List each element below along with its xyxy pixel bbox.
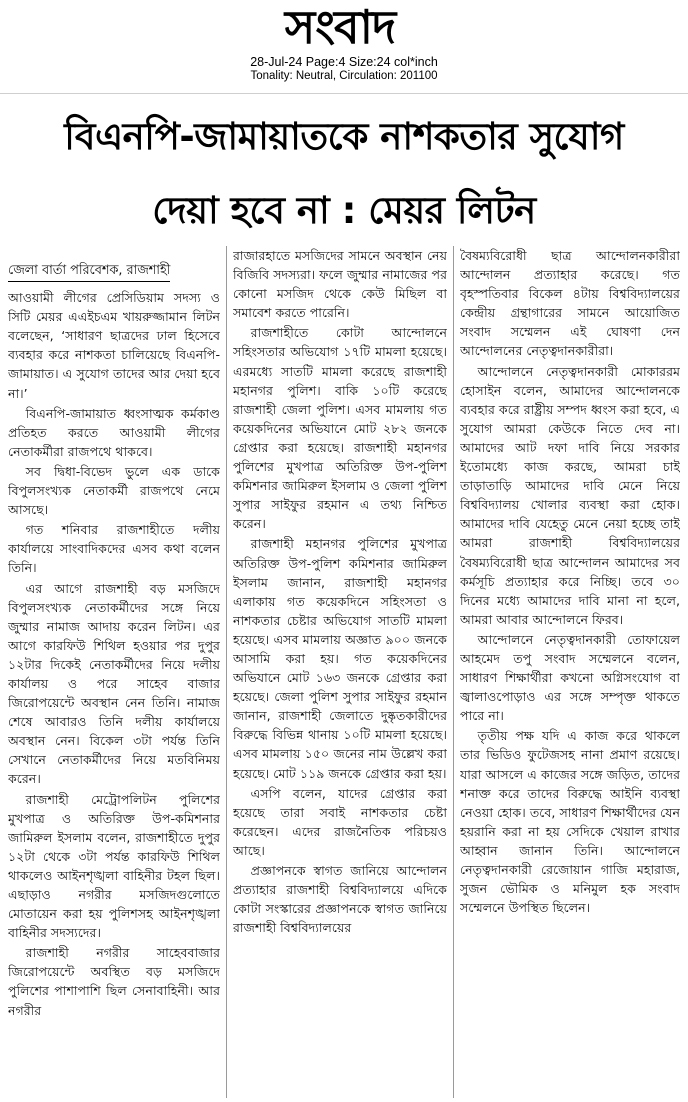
article-column-2 xyxy=(233,246,447,1098)
masthead xyxy=(0,0,688,96)
paragraph: আওয়ামী লীগের প্রেসিডিয়াম সদস্য ও সিটি মেয়র এএইচএম খায়রুজ্জামান লিটন বলেছেন, ‘সাধারণ ছাত্রদের ঢাল হিসেবে ব্যবহার করে নাশকতা চালিয়েছে বিএনপি-জামায়াত। এ সুযোগ তাদের আর দেয়া হবে না।’ xyxy=(8,290,220,401)
paragraph: গত শনিবার রাজশাহীতে দলীয় কার্যালয়ে সাংবাদিকদের এসব কথা বলেন তিনি। xyxy=(8,522,220,576)
paragraph: রাজারহাতে মসজিদের সামনে অবস্থান নেয় বিজিবি সদস্যরা। ফলে জুম্মার নামাজের পর কোনো মসজিদ থেকে কেউ মিছিল বা সমাবেশ করতে পারেনি। xyxy=(233,248,447,321)
headline-line-1: বিএনপি-জামায়াতকে নাশকতার সুযোগ xyxy=(64,115,624,158)
article-headline xyxy=(8,100,680,248)
paragraph: রাজশাহীতে কোটা আন্দোলনে সহিংসতার অভিযোগ ১৭টি মামলা হয়েছে। এরমধ্যে সাতটি মামলা করেছে রাজশাহী মহানগর পুলিশ। বাকি ১০টি করেছে রাজশাহী জেলা পুলিশ। এসব মামলায় গত কয়েকদিনের অভিযানে মোট ২৮২ জনকে গ্রেপ্তার করা হয়েছে। রাজশাহী মহানগর পুলিশের মুখপাত্র অতিরিক্ত উপ-পুলিশ কমিশনার জামিরুল ইসলাম ও জেলা পুলিশ সুপার সাইফুর রহমান এ তথ্য নিশ্চিত করেন। xyxy=(233,325,447,532)
article-column-1 xyxy=(8,260,220,1098)
paragraph: আন্দোলনে নেতৃত্বদানকারী তোফায়েল আহমেদ তপু সংবাদ সম্মেলনে বলেন, সাধারণ শিক্ষার্থীরা কখনো অগ্নিসংযোগ বা জ্বালাওপোড়াও এর সঙ্গে সম্পৃক্ত থাকতে পারে না। xyxy=(460,631,680,724)
paragraph: বিএনপি-জামায়াত ধ্বংসাত্মক কর্মকাণ্ড প্রতিহত করতে আওয়ামী লীগের নেতাকর্মীরা রাজপথে থাকবে। xyxy=(8,405,220,459)
clipping-meta-tonality: Tonality: Neutral, Circulation: 201100 xyxy=(250,70,438,82)
paragraph: রাজশাহী মেট্রোপলিটন পুলিশের মুখপাত্র ও অতিরিক্ত উপ-কমিশনার জামিরুল ইসলাম বলেন, রাজশাহীতে দুপুর ১২টা থেকে ৩টা পর্যন্ত কারফিউ শিথিল থাকলেও আইনশৃঙ্খলা বাহিনীর টহল ছিল। এছাড়াও নগরীর মসজিদগুলোতে মোতায়েন করা হয় পুলিশসহ আইনশৃঙ্খলা বাহিনীর সদস্যদের। xyxy=(8,791,220,941)
newspaper-logo: সংবাদ xyxy=(284,0,396,54)
paragraph: প্রজ্ঞাপনকে স্বাগত জানিয়ে আন্দোলন প্রত্যাহার রাজশাহী বিশ্ববিদ্যালয়ে এদিকে কোটা সংস্কারের প্রজ্ঞাপনকে স্বাগত জানিয়ে রাজশাহী বিশ্ববিদ্যালয়ের xyxy=(233,863,447,936)
paragraph: তৃতীয় পক্ষ যদি এ কাজ করে থাকলে তার ভিডিও ফুটেজসহ নানা প্রমাণ রয়েছে। যারা আসলে এ কাজের সঙ্গে জড়িত, তাদের শনাক্ত করে তাদের বিরুদ্ধে আইনি ব্যবস্থা নেওয়া হোক। তবে, সাধারণ শিক্ষার্থীদের যেন হয়রানি করা না হয় সেদিকে খেয়াল রাখার আহ্বান জানান তিনি। আন্দোলনে নেতৃত্বদানকারী রেজোয়ান গাজি মহারাজ, সুজন ভৌমিক ও মনিমুল হক সংবাদ সম্মেলনে উপস্থিত ছিলেন। xyxy=(460,728,680,916)
dateline: জেলা বার্তা পরিবেশক, রাজশাহী xyxy=(8,261,170,282)
paragraph: বৈষম্যবিরোধী ছাত্র আন্দোলনকারীরা আন্দোলন প্রত্যাহার করেছে। গত বৃহস্পতিবার বিকেল ৪টায় বিশ্ববিদ্যালয়ের কেন্দ্রীয় গ্রন্থাগারের সামনে আয়োজিত সংবাদ সম্মেলন এই ঘোষণা দেন আন্দোলনের নেতৃত্বদানকারীরা। xyxy=(460,248,680,359)
column-divider xyxy=(453,246,454,1098)
clipping-meta-date-page: 28-Jul-24 Page:4 Size:24 col*inch xyxy=(250,55,438,69)
paragraph: আন্দোলনে নেতৃত্বদানকারী মোকাররম হোসাইন বলেন, আমাদের আন্দোলনকে ব্যবহার করে রাষ্ট্রীয় সম্পদ ধ্বংস করা হবে, এ সুযোগ আমরা কেউকে নিতে দেব না। আমাদের আট দফা দাবি নিয়ে সরকার ইতোমধ্যে কাজ করছে, আমরা চাই তাড়াতাড়ি আমাদের দাবি মেনে নিয়ে বিশ্ববিদ্যালয় খোলার ব্যবস্থা করা হোক। আমাদের দাবি যেহেতু মেনে নেয়া হচ্ছে তাই আমরা রাজশাহী বিশ্ববিদ্যালয়ের বৈষম্যবিরোধী ছাত্র আন্দোলন আমাদের সব কর্মসূচি প্রত্যাহার করে নিচ্ছি। তবে ৩০ দিনের মধ্যে আমাদের দাবি মানা না হলে, আমরা আবার আন্দোলনে ফিরব। xyxy=(460,363,680,627)
column-divider xyxy=(226,246,227,1098)
paragraph: রাজশাহী মহানগর পুলিশের মুখপাত্র অতিরিক্ত উপ-পুলিশ কমিশনার জামিরুল ইসলাম জানান, রাজশাহী মহানগর এলাকায় গত কয়েকদিনে সহিংসতা ও নাশকতার চেষ্টার অভিযোগ সাতটি মামলা হয়েছে। এসব মামলায় অজ্ঞাত ৯০০ জনকে আসামি করা হয়। গত কয়েকদিনের অভিযানে মোট ১৬৩ জনকে গ্রেপ্তার করা হয়েছে। জেলা পুলিশ সুপার সাইফুর রহমান জানান, রাজশাহী জেলাতে দুষ্কৃতকারীদের বিরুদ্ধে বিভিন্ন থানায় ১০টি মামলা হয়েছে। এসব মামলায় ১৫০ জনের নাম উল্লেখ করা হয়েছে। মোট ১১৯ জনকে গ্রেপ্তার করা হয়। xyxy=(233,536,447,781)
paragraph: রাজশাহী নগরীর সাহেববাজার জিরোপয়েন্টে অবস্থিত বড় মসজিদে পুলিশের পাশাপাশি ছিল সেনাবাহিনী। আর নগরীর xyxy=(8,945,220,1018)
masthead-divider xyxy=(0,93,688,94)
paragraph: এসপি বলেন, যাদের গ্রেপ্তার করা হয়েছে তারা সবাই নাশকতার চেষ্টা করেছেন। এদের রাজনৈতিক পরিচয়ও আছে। xyxy=(233,785,447,858)
paragraph: সব দ্বিধা-বিভেদ ভুলে এক ডাকে বিপুলসংখ্যক নেতাকর্মী রাজপথে নেমে আসছে। xyxy=(8,463,220,518)
headline-line-2: দেয়া হবে না : মেয়র লিটন xyxy=(152,189,536,232)
paragraph: এর আগে রাজশাহী বড় মসজিদে বিপুলসংখ্যক নেতাকর্মীদের সঙ্গে নিয়ে জুম্মার নামাজ আদায় করেন লিটন। এর আগে কারফিউ শিথিল হওয়ার পর দুপুর ১২টার দিকেই নেতাকর্মীদের নিয়ে দলীয় কার্যালয় ও পরে সাহেব বাজার জিরোপয়েন্টে অবস্থান নেন তিনি। নামাজ শেষে আবারও তিনি দলীয় কার্যালয়ে অবস্থান নেন। বিকেল ৩টা পর্যন্ত তিনি সেখানে নেতাকর্মীদের নিয়ে মতবিনিময় করেন। xyxy=(8,580,220,787)
article-column-3 xyxy=(460,246,680,1098)
